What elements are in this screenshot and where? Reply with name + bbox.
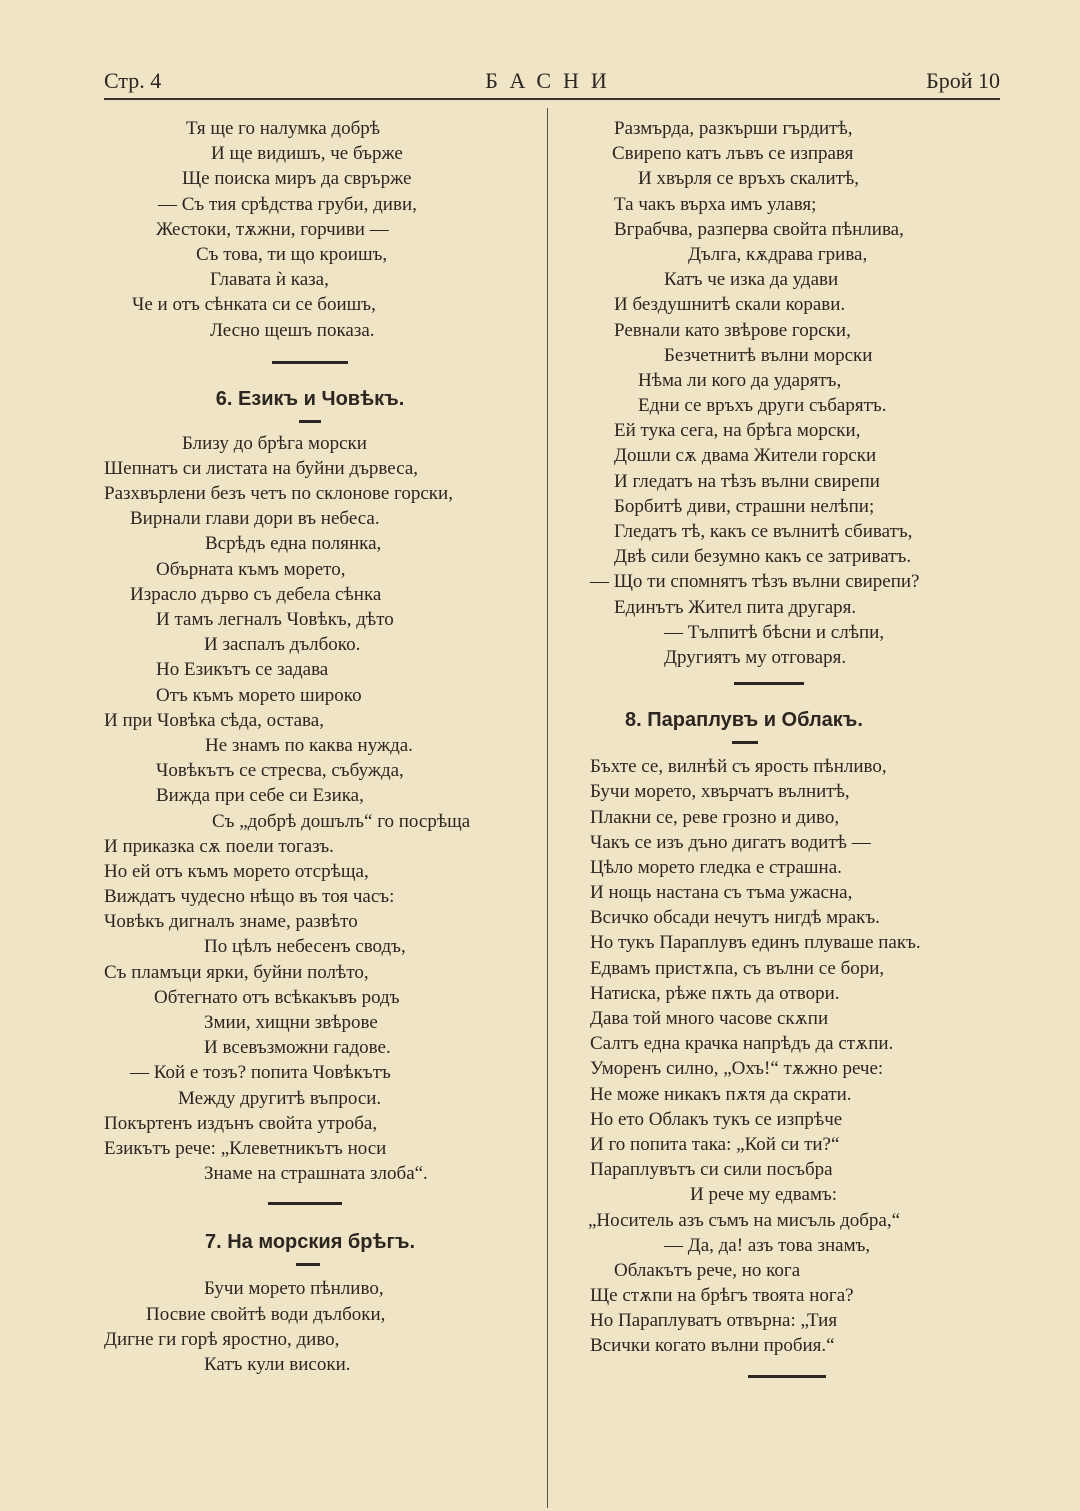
title-ornament: [732, 741, 758, 744]
verse-line: Обърната къмъ морето,: [156, 558, 346, 580]
verse-line: Единътъ Жител пита другаря.: [614, 596, 857, 618]
verse-line: — Да, да! азъ това знамъ,: [664, 1234, 871, 1256]
verse-line: Човѣкътъ се стресва, събужда,: [156, 760, 404, 782]
fable-8-title: 8. Параплувъ и Облакъ.: [625, 709, 863, 732]
verse-line: Но тукъ Параплувъ единъ плуваше пакъ.: [590, 932, 921, 954]
page-header: [104, 64, 1000, 98]
page-number: Стр. 4: [104, 68, 162, 93]
verse-line: Гледатъ тѣ, какъ се вълнитѣ сбиватъ,: [614, 521, 913, 542]
verse-line: Покъртенъ издънъ свойта утроба,: [104, 1112, 378, 1134]
verse-line: Но ето Облакъ тукъ се изпрѣче: [590, 1108, 843, 1130]
verse-line: Всичко обсади нечутъ нигдѣ мракъ.: [590, 907, 880, 929]
fable-6-verse: [100, 431, 520, 1187]
verse-line: Размърда, разкърши гърдитѣ,: [614, 118, 853, 139]
verse-line: Вирнали глави дори въ небеса.: [130, 508, 380, 530]
verse-line: И бездушнитѣ скали корави.: [614, 294, 846, 316]
left-column: [100, 116, 520, 1377]
verse-line: Вграбчва, разперва свойта пѣнлива,: [614, 218, 904, 240]
verse-line: Всички когато вълни пробия.“: [590, 1335, 835, 1357]
verse-line: Но ей отъ къмъ морето отсрѣща,: [104, 860, 369, 882]
verse-line: Ревнали като звѣрове горски,: [614, 319, 851, 341]
verse-line: Ще стѫпи на брѣгъ твоята нога?: [590, 1285, 854, 1307]
verse-line: Че и отъ сѣнката си се боишъ,: [132, 294, 376, 316]
verse-line: Между другитѣ въпроси.: [178, 1087, 382, 1109]
verse-line: Израсло дърво съ дебела сѣнка: [130, 583, 382, 605]
issue-number: Брой 10: [926, 68, 1000, 93]
verse-line: Уморенъ силно, „Охъ!“ тѫжно рече:: [590, 1058, 884, 1080]
verse-line: И тамъ легналъ Човѣкъ, дѣто: [156, 609, 394, 630]
verse-line: — Що ти спомнятъ тѣзъ вълни свирепи?: [590, 571, 920, 593]
verse-line: Катъ кули високи.: [204, 1353, 351, 1375]
verse-line: Дълга, кѫдрава грива,: [688, 243, 868, 265]
verse-line: И приказка сѫ поели тогазъ.: [104, 835, 334, 857]
verse-line: Едни се връхъ други събарятъ.: [638, 395, 887, 417]
title-ornament: [296, 1263, 320, 1266]
verse-line: Та чакъ върха имъ улавя;: [614, 193, 817, 215]
fable-7-title: 7. На морския брѣгъ.: [204, 1231, 416, 1254]
verse-line: Близу до брѣга морски: [182, 432, 367, 454]
verse-line: Змии, хищни звѣрове: [204, 1012, 378, 1033]
fable-8-verse: [584, 754, 1014, 1359]
verse-line: Езикътъ рече: „Клеветникътъ носи: [104, 1137, 387, 1159]
verse-line: Тя ще го налумка добрѣ: [186, 118, 381, 139]
verse-line: Цѣло морето гледка е страшна.: [590, 856, 842, 878]
verse-line: Отъ къмъ морето широко: [156, 684, 362, 706]
verse-line: Съ „добрѣ дошълъ“ го посрѣща: [212, 810, 471, 832]
verse-line: Лесно щешъ показа.: [210, 319, 375, 341]
verse-line: Дава той много часове скѫпи: [590, 1008, 829, 1029]
verse-line: Катъ че изка да удави: [664, 269, 839, 291]
verse-line: И гледатъ на тѣзъ вълни свирепи: [614, 470, 880, 492]
verse-line: Шепнатъ си листата на буйни дървеса,: [104, 457, 419, 479]
verse-line: Но Параплуватъ отвърна: „Тия: [590, 1310, 838, 1332]
section-title: БАСНИ: [485, 68, 619, 93]
verse-line: Посвие свойтѣ води дълбоки,: [146, 1303, 386, 1325]
verse-line: Безчетнитѣ вълни морски: [664, 344, 873, 366]
verse-line: И нощь настана съ тъма ужасна,: [590, 882, 853, 904]
verse-line: Параплувътъ си сили посъбра: [590, 1159, 833, 1181]
verse-line: Едвамъ пристѫпа, съ вълни се бори,: [590, 957, 885, 979]
verse-line: И при Човѣка сѣда, остава,: [104, 709, 324, 731]
verse-line: Главата ѝ каза,: [210, 269, 329, 291]
verse-line: Обтегнато отъ всѣкакъвъ родъ: [154, 986, 400, 1008]
verse-line: — Съ тия срѣдства груби, диви,: [158, 193, 417, 215]
verse-line: Ще поиска миръ да сврърже: [182, 168, 412, 190]
verse-line: Знаме на страшната злоба“.: [204, 1163, 428, 1185]
verse-line: Бъхте се, вилнѣй съ ярость пѣнливо,: [590, 756, 887, 778]
verse-line: По цѣлъ небесенъ сводъ,: [204, 936, 406, 958]
verse-line: И го попита така: „Кой си ти?“: [590, 1133, 840, 1155]
verse-line: И ще видишъ, че бърже: [211, 143, 403, 165]
verse-line: Виждатъ чудесно нѣщо въ тоя часъ:: [104, 886, 395, 908]
verse-line: Разхвърлени безъ четъ по склонове горски,: [104, 483, 453, 505]
verse-line: Двѣ сили безумно какъ се затриватъ.: [614, 546, 912, 568]
section-rule: [272, 361, 348, 364]
section-rule: [748, 1375, 826, 1378]
verse-line: Но Езикътъ се задава: [156, 659, 329, 681]
verse-line: Съ пламъци ярки, буйни полѣто,: [104, 961, 369, 983]
verse-line: Борбитѣ диви, страшни нелѣпи;: [614, 495, 875, 517]
verse-line: Облакътъ рече, но кога: [614, 1259, 801, 1281]
verse-line: Човѣкъ дигналъ знаме, развѣто: [104, 911, 358, 933]
title-ornament: [299, 420, 321, 423]
verse-line: Другиятъ му отговаря.: [664, 646, 847, 668]
verse-line: Салтъ една крачка напрѣдъ да стѫпи.: [590, 1033, 894, 1055]
verse-line: „Носитель азъ съмъ на мисъль добра,“: [588, 1209, 901, 1231]
fable-7-continuation: [584, 116, 1014, 670]
verse-line: Дошли сѫ двама Жители горски: [614, 445, 877, 467]
verse-line: Не може никакъ пѫтя да скрати.: [590, 1083, 852, 1105]
verse-line: Свирепо катъ лъвъ се изправя: [612, 143, 854, 165]
verse-line: Дигне ги горѣ яростно, диво,: [104, 1328, 340, 1350]
verse-line: Не знамъ по каква нужда.: [205, 734, 413, 756]
verse-line: Нѣма ли кого да ударятъ,: [638, 369, 842, 391]
right-column: [584, 116, 1014, 1378]
fable-7-verse: [100, 1276, 520, 1377]
verse-line: Чакъ се изъ дъно дигатъ водитѣ —: [590, 831, 871, 853]
verse-line: Бучи морето, хвърчатъ вълнитѣ,: [590, 781, 850, 803]
verse-line: Жестоки, тѫжни, горчиви —: [156, 218, 389, 240]
verse-line: — Тълпитѣ бѣсни и слѣпи,: [664, 621, 885, 643]
verse-line: Всрѣдъ една полянка,: [205, 533, 382, 555]
section-rule: [734, 682, 804, 685]
section-rule: [268, 1202, 342, 1205]
fable-6-title: 6. Езикъ и Човѣкъ.: [215, 387, 405, 410]
verse-line: Бучи морето пѣнливо,: [204, 1278, 384, 1300]
column-divider: [547, 108, 548, 1508]
verse-line: И всевъзможни гадове.: [204, 1037, 391, 1059]
verse-line: И заспалъ дълбоко.: [204, 634, 361, 656]
verse-line: Ей тука сега, на брѣга морски,: [614, 420, 861, 442]
verse-line: И хвърля се връхъ скалитѣ,: [638, 168, 860, 190]
verse-line: Плакни се, реве грозно и диво,: [590, 806, 840, 828]
header-rule: [104, 98, 1000, 100]
intro-verse: [100, 116, 520, 343]
verse-line: Натиска, рѣже пѫть да отвори.: [590, 982, 840, 1004]
verse-line: Вижда при себе си Езика,: [156, 785, 364, 807]
verse-line: И рече му едвамъ:: [690, 1184, 838, 1206]
verse-line: Съ това, ти що кроишъ,: [196, 243, 388, 265]
verse-line: — Кой е тозъ? попита Човѣкътъ: [130, 1062, 391, 1084]
